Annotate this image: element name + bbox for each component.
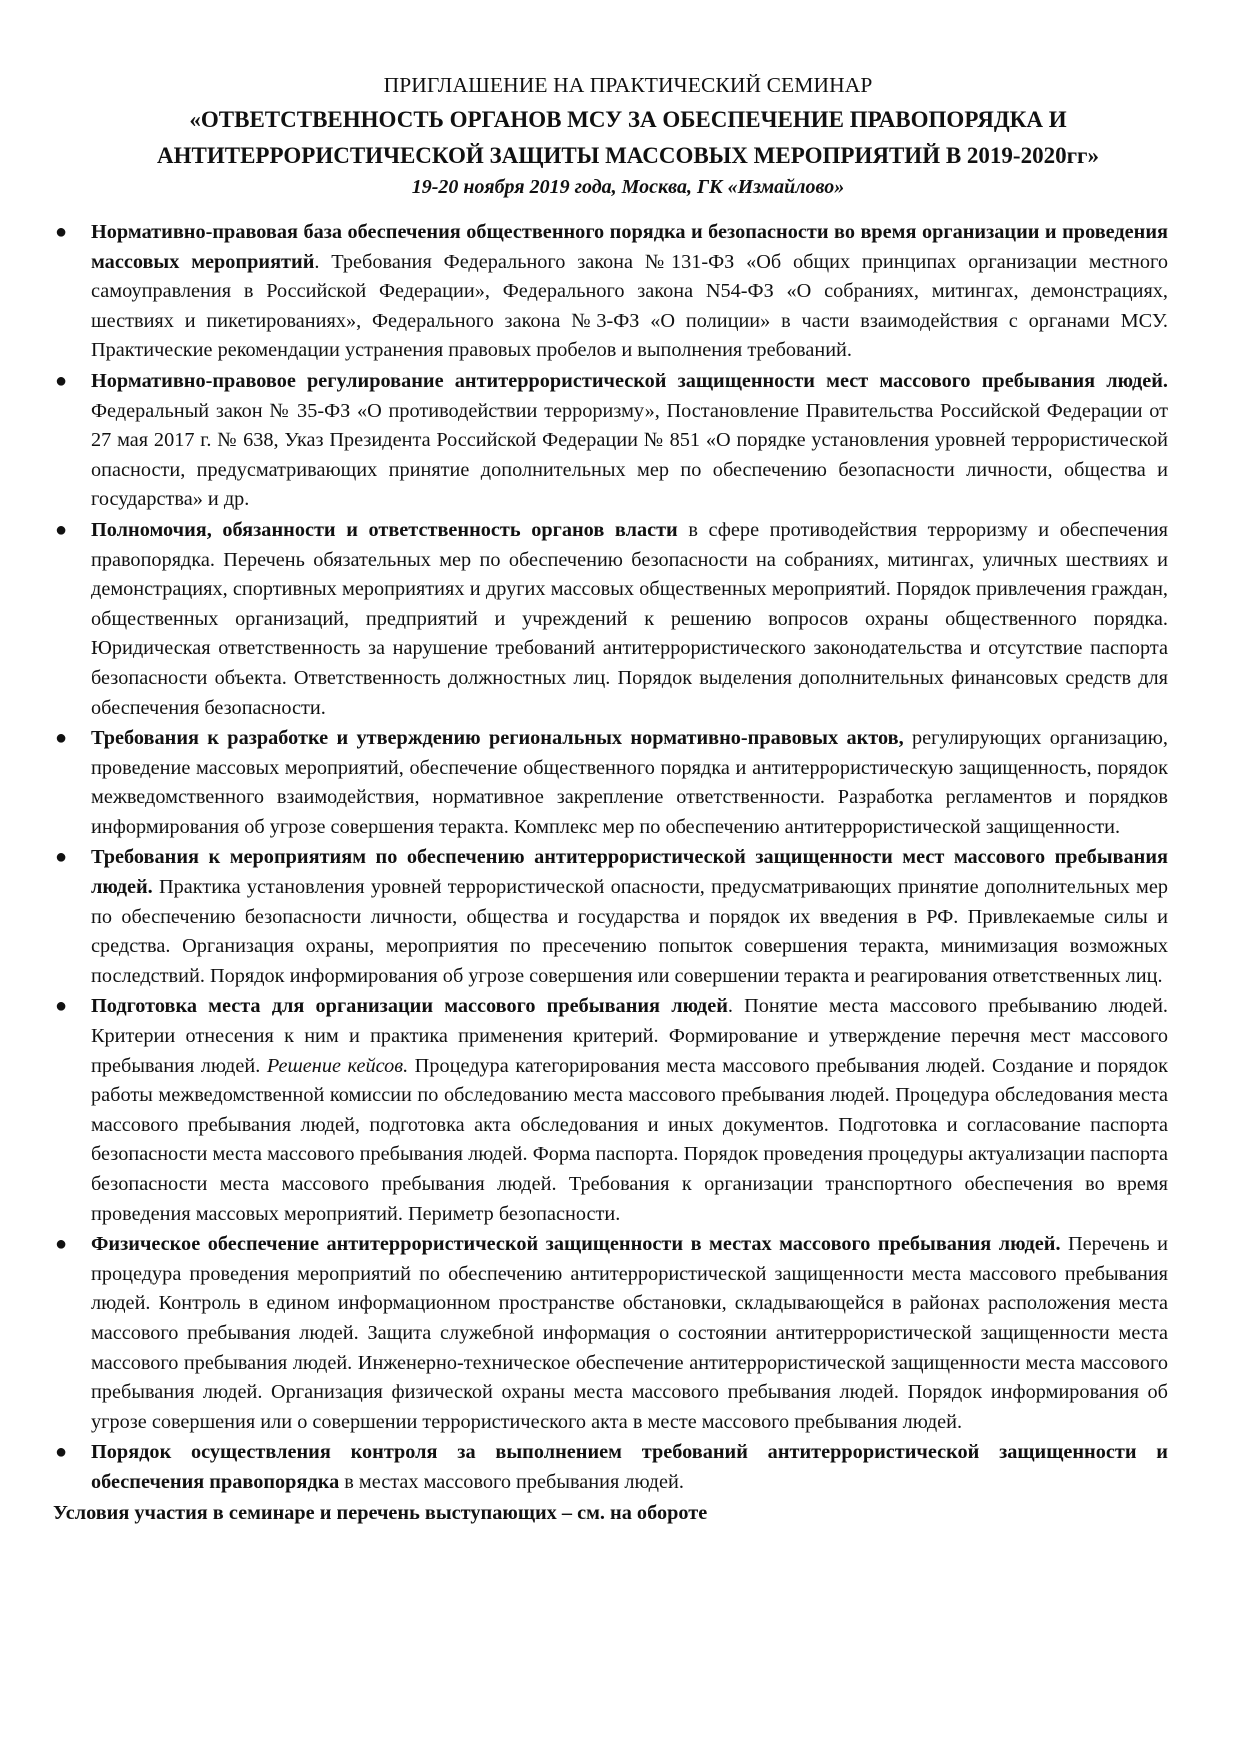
topic-item (55, 367, 1168, 515)
seminar-title-line-1: «ОТВЕТСТВЕННОСТЬ ОРГАНОВ МСУ ЗА ОБЕСПЕЧЕНИЕ ПРАВОПОРЯДКА И (189, 107, 1067, 132)
topic-text: Федеральный закон № 35-ФЗ «О противодействии терроризму», Постановление Правительства Российской Федерации от 27 мая 2017 г. № 638, Указ Президента Российской Федерации № 851 «О порядке установления уровней террористической опасности, предусматривающих принятие дополнительных мер по обеспечению безопасности личности, общества и государства» и др. (91, 399, 1168, 511)
topic-item (55, 516, 1169, 723)
document-page (53, 70, 1169, 1528)
bullet-dot-icon: ● (55, 1233, 68, 1256)
topic-lead: Требования к разработке и утверждению региональных нормативно-правовых актов, (91, 727, 904, 750)
topic-item (55, 724, 1169, 842)
date-and-venue: 19-20 ноября 2019 года, Москва, ГК «Измайлово» (411, 176, 845, 198)
topic-text: в местах массового пребывания людей. (339, 1470, 684, 1493)
topic-lead: Порядок осуществления контроля за выполнением требований антитеррористической защищенности и обеспечения правопорядка (91, 1441, 1168, 1493)
document-header (88, 70, 1168, 200)
topic-lead: Нормативно-правовая база обеспечения общественного порядка и безопасности во время организации и проведения массовых мероприятий (91, 221, 1168, 273)
topic-text: Процедура категорирования места массового пребывания людей. Создание и порядок работы межведомственной комиссии по обследованию места массового пребывания людей. Процедура обследования места массового пребывания людей, подготовка акта обследования и иных документов. Подготовка и согласование паспорта безопасности места массового пребывания людей. Форма паспорта. Порядок проведения процедуры актуализации паспорта безопасности места массового пребывания людей. Требования к организации транспортного обеспечения во время проведения массовых мероприятий. Периметр безопасности. (91, 1054, 1168, 1225)
topic-item (55, 843, 1168, 991)
bullet-dot-icon: ● (55, 1441, 68, 1464)
topic-lead: Физическое обеспечение антитеррористической защищенности в местах массового пребывания людей. (91, 1233, 1061, 1256)
topic-item (55, 1438, 1168, 1497)
topic-text-before-italic: . Понятие места массового пребыванию людей. Критерии отнесения к ним и практика применения критерий. Формирование и утверждение перечня мест массового пребывания людей. (91, 995, 1168, 1077)
topic-italic-note: Решение кейсов. (266, 1054, 409, 1077)
invitation-heading: ПРИГЛАШЕНИЕ НА ПРАКТИЧЕСКИЙ СЕМИНАР (383, 73, 873, 97)
seminar-title-line-2: АНТИТЕРРОРИСТИЧЕСКОЙ ЗАЩИТЫ МАССОВЫХ МЕРОПРИЯТИЙ В 2019-2020гг» (157, 143, 1099, 168)
topic-item (55, 992, 1168, 1229)
bullet-dot-icon: ● (55, 727, 68, 750)
topic-text: в сфере противодействия терроризму и обеспечения правопорядка. Перечень обязательных мер по обеспечению безопасности на собраниях, митингах, уличных шествиях и демонстрациях, спортивных мероприятиях и других массовых общественных мероприятий. Порядок привлечения граждан, общественных организаций, предприятий и учреждений к решению вопросов охраны общественного порядка. Юридическая ответственность за нарушение требований антитеррористического законодательства и отсутствие паспорта безопасности объекта. Ответственность должностных лиц. Порядок выделения дополнительных финансовых средств для обеспечения безопасности. (91, 518, 1169, 719)
topic-item (55, 1230, 1168, 1437)
participation-note: Условия участия в семинаре и перечень выступающих – см. на обороте (53, 1501, 708, 1524)
topic-lead: Полномочия, обязанности и ответственность органов власти (91, 518, 678, 541)
topic-text: . Требования Федерального закона №131-ФЗ «Об общих принципах организации местного самоуправления в Российской Федерации», Федерального закона N54-ФЗ «О собраниях, митингах, демонстрациях, шествиях и пикетированиях», Федерального закона №3-ФЗ «О полиции» в части взаимодействия с органами МСУ. Практические рекомендации устранения правовых пробелов и выполнения требований. (91, 250, 1168, 362)
seminar-topics-list (55, 218, 1169, 1498)
topic-lead: Нормативно-правовое регулирование антитеррористической защищенности мест массового пребывания людей. (91, 369, 1168, 392)
topic-text: Практика установления уровней террористической опасности, предусматривающих принятие дополнительных мер по обеспечению безопасности личности, общества и государства и порядок их введения в РФ. Привлекаемые силы и средства. Организация охраны, мероприятия по пресечению попыток совершения теракта, минимизация возможных последствий. Порядок информирования об угрозе совершения или совершении теракта и реагирования ответственных лиц. (91, 876, 1168, 987)
bullet-dot-icon: ● (55, 995, 68, 1018)
bullet-dot-icon: ● (55, 221, 68, 243)
seminar-title (88, 102, 1168, 174)
bullet-dot-icon: ● (55, 518, 68, 541)
topic-item (55, 218, 1168, 366)
topic-text: регулирующих организацию, проведение массовых мероприятий, обеспечение общественного порядка и антитеррористическую защищенность, порядок межведомственного взаимодействия, нормативное закрепление ответственности. Разработка регламентов и порядков информирования об угрозе совершения теракта. Комплекс мер по обеспечению антитеррористической защищенности. (91, 727, 1169, 838)
topic-lead: Требования к мероприятиям по обеспечению антитеррористической защищенности мест массового пребывания людей. (91, 846, 1168, 899)
bullet-dot-icon: ● (55, 846, 68, 869)
topic-lead: Подготовка места для организации массового пребывания людей (91, 995, 728, 1018)
topic-text: Перечень и процедура проведения мероприятий по обеспечению антитеррористической защищенности места массового пребывания людей. Контроль в едином информационном пространстве обстановки, складывающейся в районах расположения места массового пребывания людей. Защита служебной информация о состоянии антитеррористической защищенности места массового пребывания людей. Инженерно-техническое обеспечение антитеррористической защищенности места массового пребывания людей. Организация физической охраны места массового пребывания людей. Порядок информирования об угрозе совершения или о совершении террористического акта в месте массового пребывания людей. (91, 1233, 1168, 1433)
bullet-dot-icon: ● (55, 369, 68, 392)
